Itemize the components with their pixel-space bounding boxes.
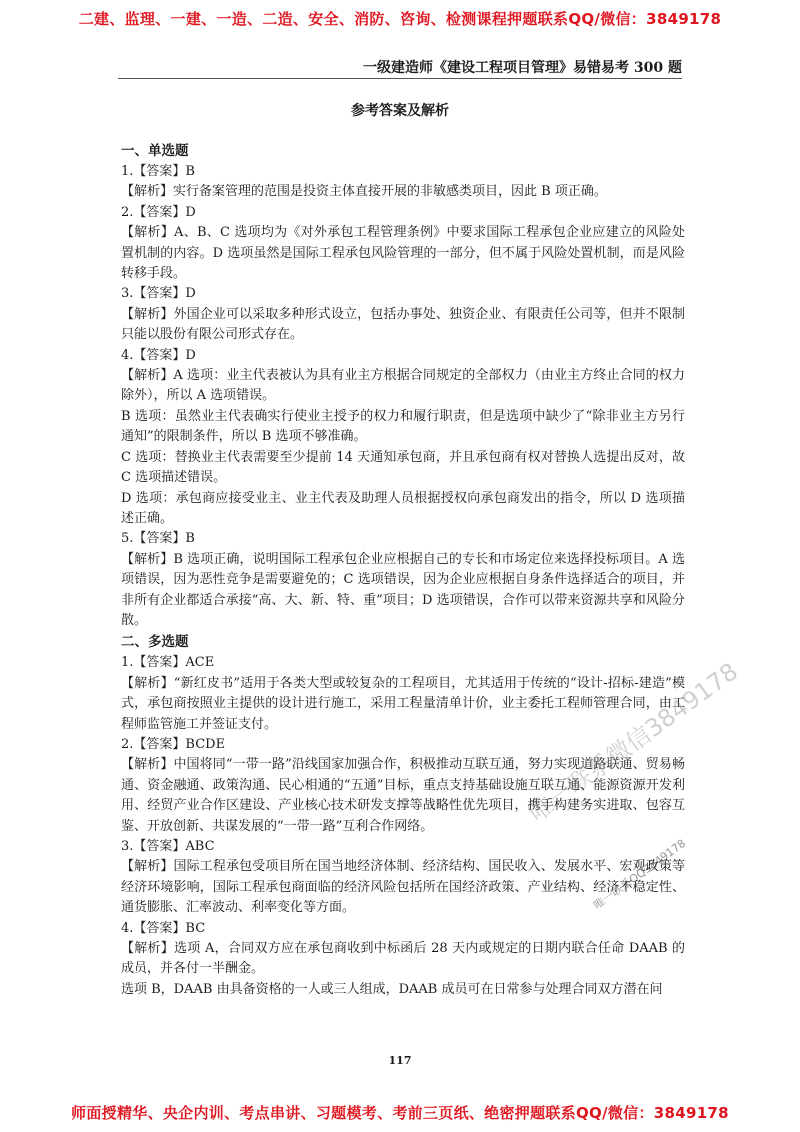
answer-line: B 选项：虽然业主代表确实行使业主授予的权力和履行职责，但是选项中缺少了“除非业主方另行通知”的限制条件，所以 B 选项不够准确。 xyxy=(121,408,685,445)
answer-line: 2.【答案】D xyxy=(121,204,196,220)
answer-line: 【解析】B 选项正确，说明国际工程承包企业应根据自己的专长和市场定位来选择投标项目。A 选项错误，因为恶性竞争是需要避免的；C 选项错误，因为企业应根据自身条件选择适合的项目，并非所有企业都适合承接“高、大、新、特、重”项目；D 选项错误，合作可以带来资源共享和风险分散。 xyxy=(121,551,685,628)
answer-line: 【解析】选项 A，合同双方应在承包商收到中标函后 28 天内或规定的日期内联合任命 DAAB 的成员，并各付一半酬金。 xyxy=(121,941,685,977)
answer-line: 1.【答案】ACE xyxy=(121,655,215,671)
answer-line: 【解析】中国将同“一带一路”沿线国家加强合作，积极推动互联互通，努力实现道路联通、贸易畅通、资金融通、政策沟通、民心相通的“五通”目标，重点支持基础设施互联互通、能源资源开发利用、经贸产业合作区建设、产业核心技术研发支撑等战略性优先项目，携手构建务实进取、包容互鉴、开放创新、共谋发展的“一带一路”互利合作网络。 xyxy=(121,757,685,834)
answer-line: 【解析】实行备案管理的范围是投资主体直接开展的非敏感类项目，因此 B 项正确。 xyxy=(121,184,607,200)
answer-line: 4.【答案】BC xyxy=(121,920,206,936)
answer-line: 3.【答案】ABC xyxy=(121,839,215,854)
multiple-choice-answers xyxy=(121,653,685,1000)
single-choice-answers xyxy=(121,162,685,631)
section-heading-multiple-choice: 二、多选题 xyxy=(121,634,189,651)
answer-line: 4.【答案】D xyxy=(121,347,196,363)
answer-line: 【解析】外国企业可以采取多种形式设立，包括办事处、独资企业、有限责任公司等，但并不限制只能以股份有限公司形式存在。 xyxy=(121,306,685,343)
section-heading-single-choice: 一、单选题 xyxy=(121,143,189,159)
watermark-text: 唯一联系微信3849178 xyxy=(523,657,743,828)
answer-line: 5.【答案】B xyxy=(121,531,195,547)
answer-line: 【解析】A 选项：业主代表被认为具有业主方根据合同规定的全部权力（由业主方终止合同的权力除外），所以 A 选项错误。 xyxy=(121,368,685,404)
header-divider xyxy=(118,78,682,79)
answer-line: 3.【答案】D xyxy=(121,286,196,302)
answer-line: 1.【答案】B xyxy=(121,164,195,179)
answer-line: D 选项：承包商应接受业主、业主代表及助理人员根据授权向承包商发出的指令，所以 D 选项描述正确。 xyxy=(121,490,685,526)
answer-line: 【解析】A、B、C 选项均为《对外承包工程管理条例》中要求国际工程承包企业应建立的风险处置机制的内容。D 选项虽然是国际工程承包风险管理的一部分，但不属于风险处置机制，而是风险转移手段。 xyxy=(121,225,685,282)
answer-line: 选项 B，DAAB 由具备资格的一人或三人组成，DAAB 成员可在日常参与处理合同双方潜在问 xyxy=(121,981,663,997)
answer-line: 2.【答案】BCDE xyxy=(121,736,226,752)
answer-line: C 选项：替换业主代表需要至少提前 14 天通知承包商，并且承包商有权对替换人选提出反对，故 C 选项描述错误。 xyxy=(121,449,685,486)
answer-content xyxy=(121,140,685,1000)
page-number: 117 xyxy=(388,1054,412,1067)
page-title: 参考答案及解析 xyxy=(351,103,449,119)
answer-line: 【解析】国际工程承包受项目所在国当地经济体制、经济结构、国民收入、发展水平、宏观政策等经济环境影响，国际工程承包商面临的经济风险包括所在国经济政策、产业结构、经济不稳定性、通货膨胀、汇率波动、利率变化等方面。 xyxy=(121,859,685,916)
bottom-ad-banner: 师面授精华、央企内训、考点串讲、习题模考、考前三页纸、绝密押题联系QQ/微信：3849178 xyxy=(71,1104,729,1122)
answer-line: 【解析】“新红皮书”适用于各类大型或较复杂的工程项目，尤其适用于传统的“设计-招标-建造”模式，承包商按照业主提供的设计进行施工，采用工程量清单计价，业主委托工程师管理合同，由工程师监管施工并签证支付。 xyxy=(121,675,685,732)
top-ad-banner: 二建、监理、一建、一造、二造、安全、消防、咨询、检测课程押题联系QQ/微信：3849178 xyxy=(78,10,722,28)
watermark-text-small: 唯一联系QQ3849178 xyxy=(591,836,689,913)
running-header-title: 一级建造师《建设工程项目管理》易错易考 300 题 xyxy=(363,60,682,76)
